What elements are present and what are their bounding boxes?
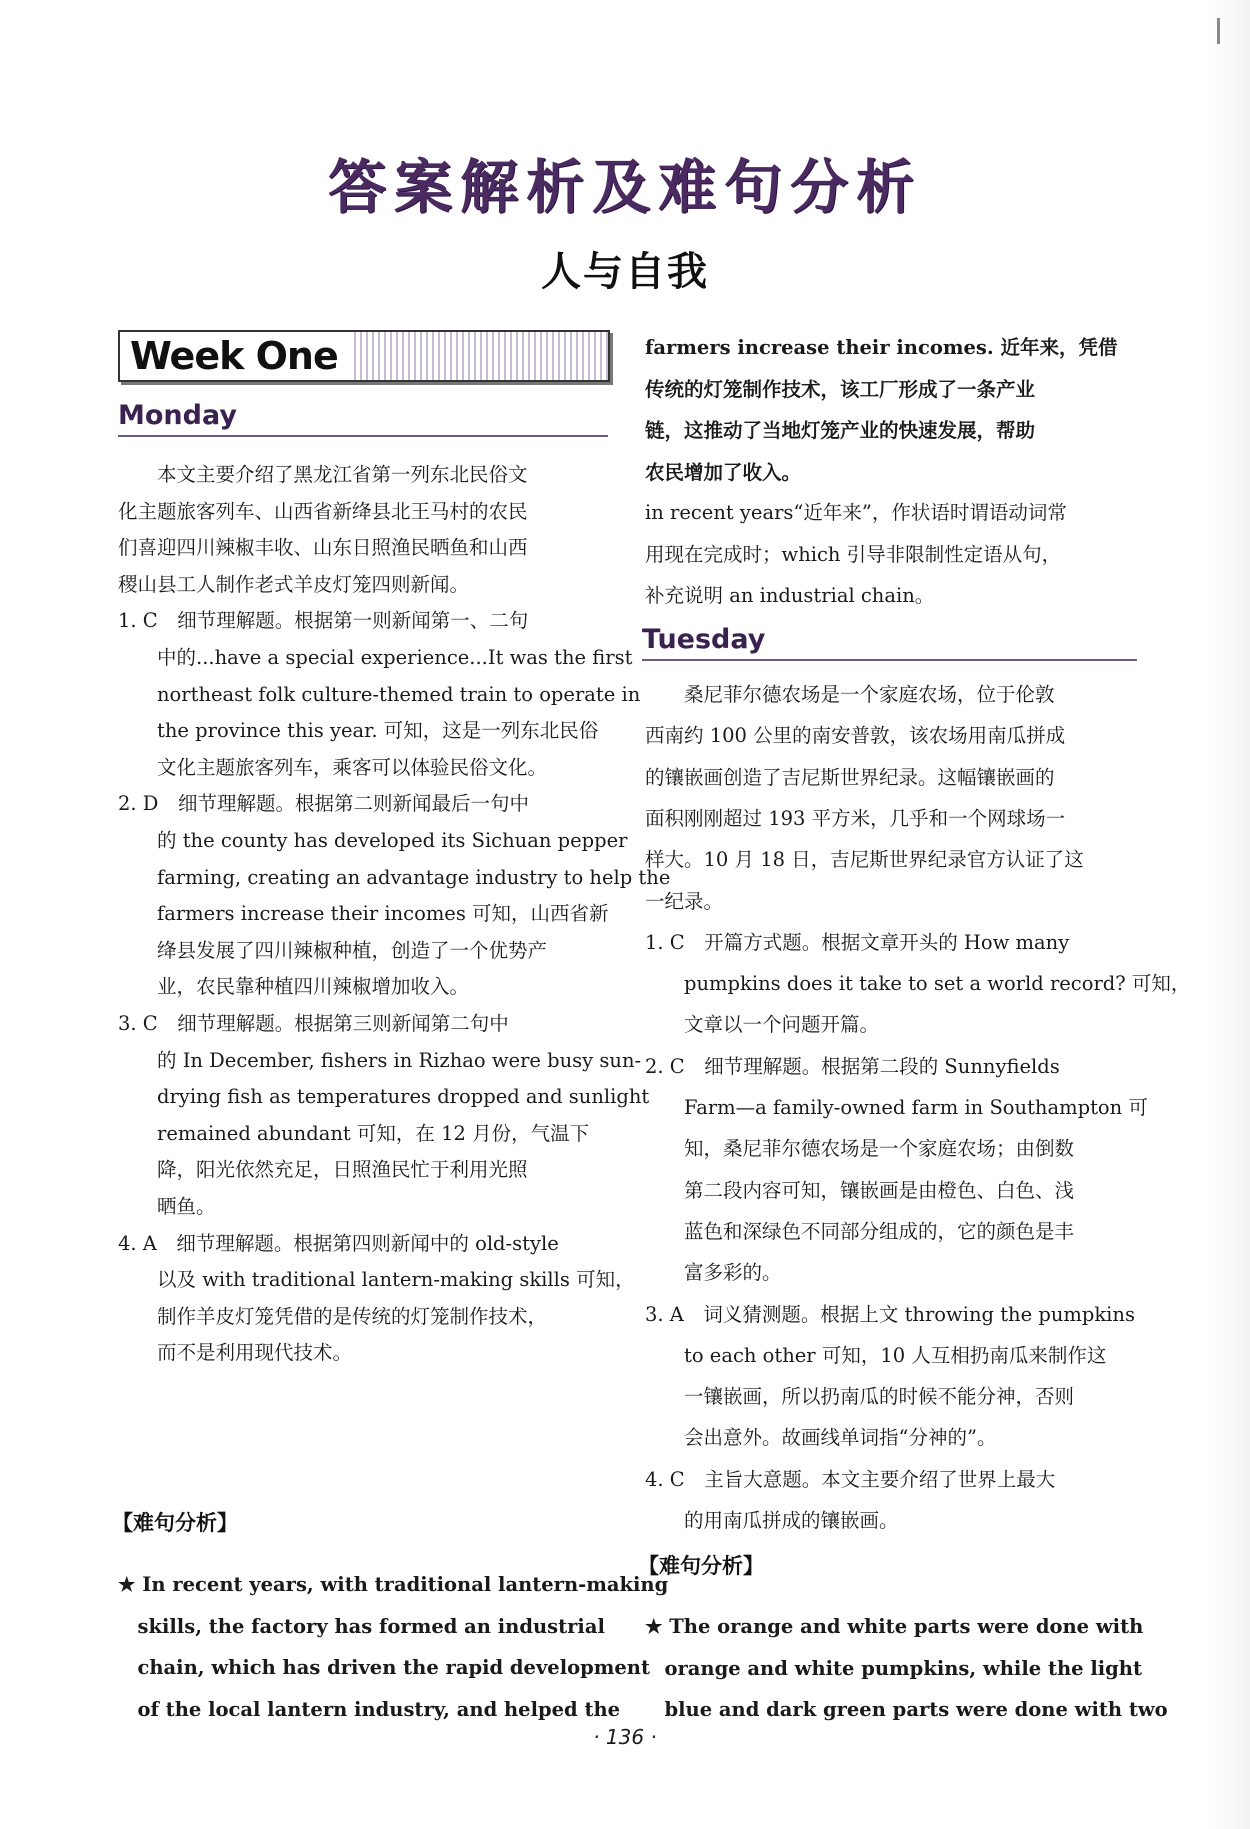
text-line: 中的...have a special experience...It was the first	[118, 646, 633, 669]
text-line: 蓝色和深绿色不同部分组成的，它的颜色是丰	[645, 1219, 1075, 1243]
day-heading-monday: Monday	[118, 400, 608, 437]
text-line: 3. A 词义猜测题。根据上文 throwing the pumpkins	[645, 1302, 1135, 1326]
text-line: 们喜迎四川辣椒丰收、山东日照渔民晒鱼和山西	[118, 536, 528, 560]
text-line: 会出意外。故画线单词指“分神的”。	[645, 1426, 997, 1450]
text-line: 业，农民靠种植四川辣椒增加收入。	[118, 975, 470, 999]
analysis-line: chain, which has driven the rapid development	[118, 1656, 650, 1679]
text-line: to each other 可知，10 人互相扔南瓜来制作这	[645, 1343, 1107, 1367]
right-analysis-heading: 【难句分析】	[638, 1554, 764, 1578]
week-banner	[118, 330, 610, 382]
text-line: 而不是利用现代技术。	[118, 1341, 353, 1365]
text-line: 补充说明 an industrial chain。	[645, 584, 935, 607]
text-line: 知，桑尼菲尔德农场是一个家庭农场；由倒数	[645, 1137, 1075, 1161]
text-line: 传统的灯笼制作技术，该工厂形成了一条产业	[645, 377, 1036, 401]
text-line: northeast folk culture-themed train to operate in	[118, 682, 641, 706]
text-line: farmers increase their incomes 可知，山西省新	[118, 902, 609, 926]
text-line: 晒鱼。	[118, 1195, 216, 1218]
text-line: 链，这推动了当地灯笼产业的快速发展，帮助	[645, 419, 1036, 442]
analysis-line: blue and dark green parts were done with two	[645, 1698, 1168, 1721]
text-line: 面积刚刚超过 193 平方米，几乎和一个网球场一	[645, 806, 1066, 830]
text-line: in recent years“近年来”，作状语时谓语动词常	[645, 501, 1067, 524]
day-heading-tuesday: Tuesday	[642, 624, 1137, 661]
text-line: 的镶嵌画创造了吉尼斯世界纪录。这幅镶嵌画的	[645, 765, 1055, 789]
week-label: Week One	[120, 332, 350, 380]
text-line: 富多彩的。	[645, 1261, 782, 1285]
left-analysis-heading: 【难句分析】	[112, 1511, 238, 1535]
text-line: farming, creating an advantage industry to help the	[118, 865, 671, 889]
text-line: 第二段内容可知，镶嵌画是由橙色、白色、浅	[645, 1178, 1075, 1202]
text-line: Farm—a family-owned farm in Southampton 可	[645, 1096, 1148, 1119]
analysis-line: of the local lantern industry, and helped the	[118, 1697, 621, 1721]
analysis-line: orange and white pumpkins, while the light	[645, 1656, 1142, 1680]
analysis-line: ★ In recent years, with traditional lantern-making	[118, 1573, 669, 1596]
text-line: pumpkins does it take to set a world record? 可知，	[645, 972, 1191, 996]
text-line: 的 the county has developed its Sichuan pepper	[118, 829, 628, 852]
page-number: · 136 ·	[593, 1725, 657, 1749]
edge-mark	[1217, 18, 1220, 44]
text-line: 的用南瓜拼成的镶嵌画。	[645, 1509, 899, 1532]
analysis-line: skills, the factory has formed an industrial	[118, 1614, 605, 1638]
text-line: 文化主题旅客列车，乘客可以体验民俗文化。	[118, 755, 548, 779]
text-line: 一纪录。	[645, 889, 724, 913]
text-line: 化主题旅客列车、山西省新绛县北王马村的农民	[118, 499, 528, 523]
text-line: 3. C 细节理解题。根据第三则新闻第二句中	[118, 1012, 509, 1035]
text-line: remained abundant 可知，在 12 月份，气温下	[118, 1121, 590, 1145]
text-line: 本文主要介绍了黑龙江省第一列东北民俗文	[118, 463, 528, 486]
text-line: 降，阳光依然充足，日照渔民忙于利用光照	[118, 1158, 528, 1182]
text-line: 2. D 细节理解题。根据第二则新闻最后一句中	[118, 792, 529, 816]
text-line: 绛县发展了四川辣椒种植，创造了一个优势产	[118, 938, 548, 962]
text-line: 制作羊皮灯笼凭借的是传统的灯笼制作技术，	[118, 1304, 548, 1328]
text-line: the province this year. 可知，这是一列东北民俗	[118, 719, 599, 743]
text-line: 4. C 主旨大意题。本文主要介绍了世界上最大	[645, 1467, 1056, 1491]
text-line: drying fish as temperatures dropped and sunlight	[118, 1085, 650, 1109]
text-line: 4. A 细节理解题。根据第四则新闻中的 old-style	[118, 1231, 559, 1255]
text-line: 一镶嵌画，所以扔南瓜的时候不能分神，否则	[645, 1385, 1075, 1409]
text-line: 稷山县工人制作老式羊皮灯笼四则新闻。	[118, 572, 470, 596]
text-line: 1. C 开篇方式题。根据文章开头的 How many	[645, 930, 1070, 954]
text-line: 用现在完成时；which 引导非限制性定语从句，	[645, 542, 1062, 566]
main-title: 答案解析及难句分析	[327, 153, 922, 221]
text-line: 2. C 细节理解题。根据第二段的 Sunnyfields	[645, 1054, 1060, 1078]
sub-title: 人与自我	[541, 249, 709, 295]
text-line: 样大。10 月 18 日，吉尼斯世界纪录官方认证了这	[645, 848, 1084, 872]
text-line: 文章以一个问题开篇。	[645, 1013, 880, 1037]
text-line: 农民增加了收入。	[645, 460, 802, 484]
text-line: 以及 with traditional lantern-making skills 可知，	[118, 1268, 635, 1292]
text-line: 桑尼菲尔德农场是一个家庭农场，位于伦敦	[645, 683, 1055, 706]
analysis-line: ★ The orange and white parts were done with	[645, 1615, 1144, 1638]
text-line: farmers increase their incomes. 近年来，凭借	[645, 336, 1118, 359]
text-line: 1. C 细节理解题。根据第一则新闻第一、二句	[118, 609, 529, 633]
text-line: 的 In December, fishers in Rizhao were busy sun-	[118, 1048, 642, 1072]
text-line: 西南约 100 公里的南安普敦，该农场用南瓜拼成	[645, 724, 1066, 748]
